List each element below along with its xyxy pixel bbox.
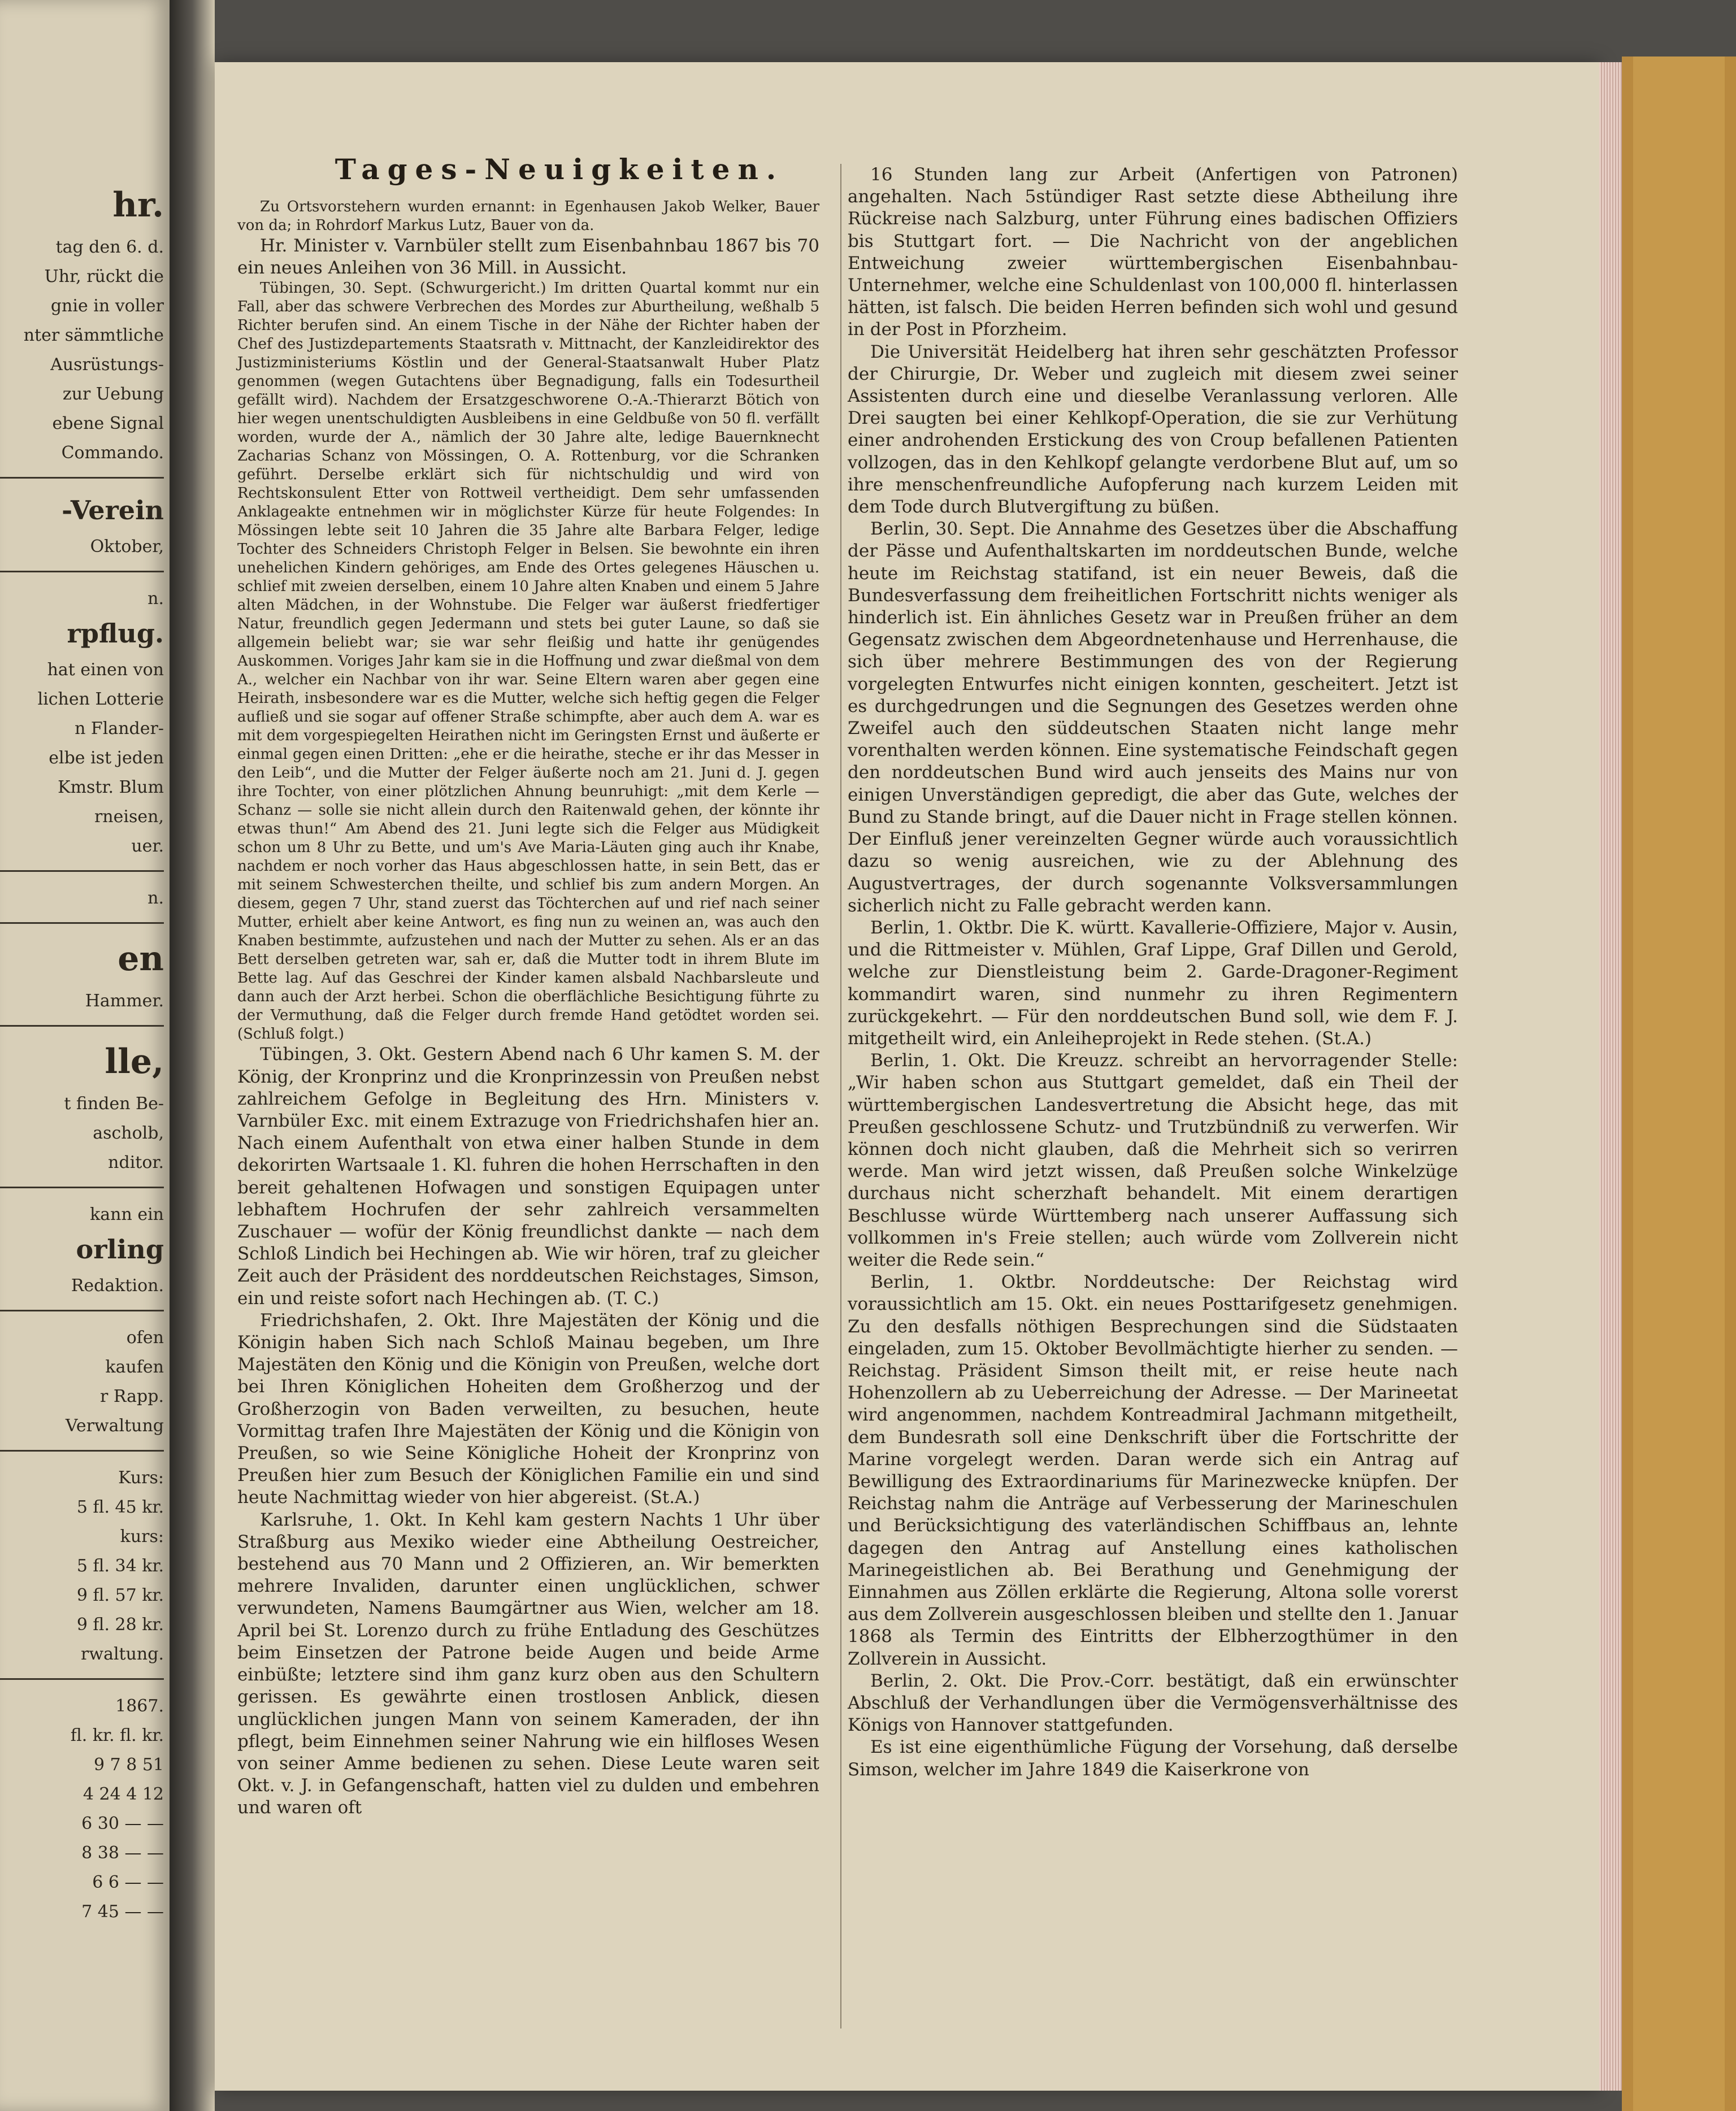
section-headline: Tages-Neuigkeiten.	[335, 153, 784, 186]
left-page-text: fl. kr. fl. kr.	[70, 1726, 164, 1745]
column-rule	[0, 477, 164, 479]
left-page-text: n.	[147, 888, 164, 908]
left-page-text: zur Uebung	[62, 384, 164, 404]
left-page-text: ofen	[126, 1328, 164, 1348]
left-page-text: kaufen	[105, 1357, 164, 1377]
left-page-text: 6 30 — —	[81, 1814, 164, 1834]
left-page-text: n.	[147, 589, 164, 609]
left-page-text: rneisen,	[94, 807, 164, 827]
left-page-text: kurs:	[120, 1527, 164, 1547]
left-page-text: Ausrüstungs-	[50, 355, 164, 375]
column-rule	[0, 1025, 164, 1027]
article-paragraph: 16 Stunden lang zur Arbeit (Anfertigen von Patronen) angehalten. Nach 5stündiger Rast setzte diese Abtheilung ihre Rückreise nach Salzburg, unter Führung eines badischen Offiziers bis Stuttgart fort. — Die Nachricht von der angeblichen Entweichung zweier württembergischen Eisenbahnbau-Unternehmer, welche eine Schuldenlast von 100,000 fl. hinterlassen hätten, ist falsch. Die beiden Herren befinden sich wohl und gesund in der Post in Pforzheim.	[848, 164, 1458, 340]
left-column	[237, 198, 819, 1819]
left-page-text: Uhr, rückt die	[44, 267, 164, 286]
left-page-text: n Flander-	[75, 719, 164, 739]
left-page-text: Hammer.	[85, 991, 164, 1011]
left-page-text: 9 fl. 57 kr.	[76, 1586, 164, 1605]
left-page-text: r Rapp.	[100, 1387, 164, 1406]
left-page-fragment	[0, 0, 170, 2111]
article-paragraph: Berlin, 30. Sept. Die Annahme des Gesetzes über die Abschaffung der Pässe und Aufenthaltskarten im norddeutschen Bunde, welche heute im Reichstag statifand, ist ein neuer Beweis, daß die Bundesverfassung dem freiheitlichen Fortschritt nichts weniger als hinderlich ist. Ein ähnliches Gesetz war in Preußen früher an dem Gegensatz zwischen dem Abgeordnetenhause und Herrenhause, die sich über mehrere Bestimmungen des von der Regierung vorgelegten Entwurfes nicht einigen konnten, gescheitert. Jetzt ist es durchgedrungen und die Segnungen des Gesetzes werden ohne Zweifel auch den süddeutschen Staaten nicht lange mehr vorenthalten werden können. Eine systematische Feindschaft gegen den norddeutschen Bund wird auch jenseits des Mains nur von einigen Unverständigen gepredigt, die aber das Gute, welches der Bund zu Stande bringt, auf die Dauer nicht in Frage stellen können. Der Einfluß jener vereinzelten Gegner würde auch voraussichtlich dazu so wenig ausreichen, wie zu der Ablehnung des Augustvertrages, der durch sogenannte Volksversammlungen sicherlich nicht zu Falle gebracht werden kann.	[848, 519, 1458, 916]
column-rule	[0, 1187, 164, 1188]
left-page-text: lle,	[105, 1043, 164, 1080]
left-page-text: 8 38 — —	[81, 1843, 164, 1863]
left-page-text: rwaltung.	[81, 1644, 164, 1664]
left-page-text: Kurs:	[118, 1468, 164, 1488]
left-page-text: hat einen von	[47, 660, 164, 680]
page-edges	[1599, 62, 1622, 2091]
left-page-text: -Verein	[62, 495, 164, 525]
column-rule	[0, 1310, 164, 1311]
article-paragraph: Friedrichshafen, 2. Okt. Ihre Majestäten der König und die Königin haben Sich nach Schloß Mainau begeben, um Ihre Majestäten den König und die Königin von Preußen, welche dort bei Ihren Königlichen Hoheiten dem Großherzog und der Großherzogin von Baden verweilten, zu besuchen, heute Vormittag trafen Ihre Majestäten der König und die Königin von Preußen, so wie Seine Königliche Hoheit der Kronprinz von Preußen hier zum Besuch der Königlichen Familie ein und sind heute Nachmittag wieder von hier abgereist. (St.A.)	[237, 1310, 819, 1508]
left-page-text: 1867.	[115, 1696, 164, 1716]
column-rule	[0, 1450, 164, 1452]
article-paragraph: Es ist eine eigenthümliche Fügung der Vorsehung, daß derselbe Simson, welcher im Jahre 1849 die Kaiserkrone von	[848, 1737, 1458, 1780]
left-page-text: t finden Be-	[64, 1094, 164, 1114]
article-paragraph: Hr. Minister v. Varnbüler stellt zum Eisenbahnbau 1867 bis 70 ein neues Anleihen von 36 Mill. in Aussicht.	[237, 236, 819, 279]
article-paragraph: Berlin, 1. Oktbr. Norddeutsche: Der Reichstag wird voraussichtlich am 15. Okt. ein neues Posttarifgesetz genehmigen. Zu den desfalls nöthigen Besprechungen sind die Südstaaten eingeladen, zum 15. Oktober Bevollmächtigte hierher zu senden. — Reichstag. Präsident Simson theilt mit, er reise heute nach Hohenzollern ab zu Ueberreichung der Adresse. — Der Marineetat wird angenommen, nachdem Kontreadmiral Jachmann mitgetheilt, dem Bundesrath soll eine Denkschrift über die Fortschritte der Marine vorgelegt werden. Daran werde sich ein Antrag auf Bewilligung des Extraordinariums für Marinezwecke knüpfen. Der Reichstag nahm die Anträge auf Verbesserung der Marineschulen und Berücksichtigung des vaterländischen Schiffbaus an, lehnte dagegen den Antrag auf Anstellung eines katholischen Marinegeistlichen ab. Bei Berathung und Genehmigung der Einnahmen aus Zöllen erklärte die Regierung, Altona solle vorerst aus dem Zollverein ausgeschlossen bleiben und stellte den 1. Januar 1868 als Termin des Eintritts der Elbherzogthümer in den Zollverein in Aussicht.	[848, 1272, 1458, 1669]
left-page-text: Kmstr. Blum	[58, 777, 164, 797]
column-rule	[0, 922, 164, 924]
left-page-text: Verwaltung	[65, 1416, 164, 1436]
left-page-text: 9 fl. 28 kr.	[76, 1615, 164, 1635]
left-page-text: nter sämmtliche	[23, 325, 164, 345]
column-rule	[0, 1678, 164, 1680]
left-page-text: uer.	[131, 836, 164, 856]
left-page-text: Commando.	[61, 443, 164, 463]
article-paragraph: Berlin, 2. Okt. Die Prov.-Corr. bestätigt, daß ein erwünschter Abschluß der Verhandlungen über die Vermögensverhältnisse des Königs von Hannover stattgefunden.	[848, 1670, 1458, 1736]
article-paragraph: Berlin, 1. Oktbr. Die K. württ. Kavallerie-Offiziere, Major v. Ausin, und die Rittmeister v. Mühlen, Graf Lippe, Graf Dillen und Gerold, welche zur Dienstleistung beim 2. Garde-Dragoner-Regiment kommandirt waren, sind nunmehr zu ihren Regimentern zurückgekehrt. — Für den norddeutschen Bund soll, wie dem F. J. mitgetheilt wird, ein Anleiheprojekt in Rede stehen. (St.A.)	[848, 917, 1458, 1049]
book-cover	[1622, 57, 1736, 2111]
article-paragraph: Berlin, 1. Okt. Die Kreuzz. schreibt an hervorragender Stelle: „Wir haben schon aus Stuttgart gemeldet, daß ein Theil der württembergischen Landesvertretung die Absicht hege, das mit Preußen geschlossene Schutz- und Trutzbündniß zu verwerfen. Wir können doch nicht glauben, daß die Mehrheit sich so verirren werde. Man wird jetzt wissen, daß Preußen solche Winkelzüge durchaus nicht scherzhaft behandelt. Mit einem derartigen Beschlusse würde Württemberg nach unserer Auffassung sich vollkommen in's Freie stellen; auch würde vom Zollverein nicht weiter die Rede sein.“	[848, 1050, 1458, 1270]
article-paragraph: Tübingen, 3. Okt. Gestern Abend nach 6 Uhr kamen S. M. der König, der Kronprinz und die Kronprinzessin von Preußen nebst zahlreichem Gefolge in Begleitung des Hrn. Ministers v. Varnbüler Exc. mit einem Extrazuge von Friedrichshafen hier an. Nach einem Aufenthalt von etwa einer halben Stunde in dem dekorirten Wartsaale 1. Kl. fuhren die hohen Herrschaften in den bereit gehaltenen Hofwagen und sonstigen Equipagen unter lebhaftem Hochrufen der sehr zahlreich versammelten Zuschauer — wofür der König freundlichst dankte — nach dem Schloß Lindich bei Hechingen ab. Wie wir hören, traf zu gleicher Zeit auch der Präsident des norddeutschen Reichstages, Simson, ein und reiste sofort nach Hechingen ab. (T. C.)	[237, 1044, 819, 1309]
left-page-text: nditor.	[108, 1153, 164, 1172]
left-page-text: elbe ist jeden	[49, 748, 164, 768]
left-page-text: tag den 6. d.	[55, 237, 164, 257]
left-page-text: Oktober,	[90, 537, 164, 557]
left-page-text: lichen Lotterie	[37, 689, 164, 709]
article-paragraph: Tübingen, 30. Sept. (Schwurgericht.) Im dritten Quartal kommt nur ein Fall, aber das schwere Verbrechen des Mordes zur Aburtheilung, weßhalb 5 Richter berufen sind. An einem Tische in der Nähe der Richter haben der Chef des Justizdepartements Staatsrath v. Mittnacht, der Kanzleidirektor des Justizministeriums Köstlin und der General-Staatsanwalt Huber Platz genommen (wegen Gutachtens über Begnadigung, falls ein Todesurtheil gefällt wird). Nachdem der Ersatzgeschworene O.-A.-Thierarzt Bötich von hier wegen unentschuldigten Ausbleibens in eine Geldbuße von 50 fl. verfällt worden, wurde der A., nämlich der 30 Jahre alte, ledige Bauernknecht Zacharias Schanz von Mössingen, O. A. Rottenburg, vor die Schranken geführt. Derselbe erklärt sich für nichtschuldig und wird von Rechtskonsulent Etter von Rottweil vertheidigt. Dem sehr umfassenden Anklageakte entnehmen wir in möglichster Kürze für heute Folgendes: In Mössingen lebte seit 10 Jahren die 35 Jahre alte Barbara Felger, ledige Tochter des Schneiders Christoph Felger in Belsen. Sie bewohnte ein ihren unehelichen Kindern gehöriges, am Ende des Ortes gelegenes Häuschen u. schlief mit zweien derselben, einem 10 Jahre alten Knaben und einem 5 Jahre alten Mädchen, in der Wohnstube. Die Felger war äußerst friedfertiger Natur, freundlich gegen Jedermann und stets bei guter Laune, so daß sie allgemein beliebt war; sie war sehr fleißig und hatte ihr genügendes Auskommen. Voriges Jahr kam sie in die Hoffnung und zwar dießmal von dem A., welcher ein Nachbar von ihr war. Seine Eltern waren aber gegen eine Heirath, insbesondere war es die Mutter, welche sich heftig gegen die Felger aufließ und sie sogar auf offener Straße schimpfte, aber auch dem A. war es mit dem vorgespiegelten Heirathen nicht im Geringsten Ernst und äußerte er einmal gegen einen Dritten: „ehe er die heirathe, steche er ihr das Messer in den Leib“, und die Mutter der Felger äußerte noch am 21. Juni d. J. gegen ihre Tochter, von einer plötzlichen Ahnung beunruhigt: „mit dem Kerle — Schanz — solle sie nicht allein durch den Raitenwald gehen, der könnte ihr etwas thun!“ Am Abend des 21. Juni legte sich die Felger aus Müdigkeit schon um 8 Uhr zu Bette, und um's Ave Maria-Läuten ging auch ihr Knabe, nachdem er noch vorher das Haus abgeschlossen hatte, in sein Bett, das er mit seinem Schwesterchen theilte, und schlief bis zum andern Morgen. An diesem, gegen 7 Uhr, stand zuerst das Töchterchen auf und rief nach seiner Mutter, erhielt aber keine Antwort, es fing nun zu weinen an, was auch den Knaben bestimmte, aufzustehen und nach der Mutter zu sehen. Als er an das Bett derselben getreten war, sah er, daß die Mutter todt in ihrem Blute im Bette lag. Auf das Geschrei der Kinder kamen alsbald Nachbarsleute und dann auch der Arzt herbei. Schon die oberflächliche Besichtigung führte zu der Vermuthung, daß die Felger durch fremde Hand getödtet worden sei. (Schluß folgt.)	[237, 280, 819, 1043]
article-paragraph: Zu Ortsvorstehern wurden ernannt: in Egenhausen Jakob Welker, Bauer von da; in Rohrdorf Markus Lutz, Bauer von da.	[237, 198, 819, 234]
left-page-text: en	[118, 940, 164, 978]
left-page-text: 7 45 — —	[81, 1902, 164, 1922]
left-page-text: gnie in voller	[50, 296, 164, 316]
right-column	[848, 164, 1458, 1781]
left-page-text: 5 fl. 45 kr.	[76, 1497, 164, 1517]
article-paragraph: Karlsruhe, 1. Okt. In Kehl kam gestern Nachts 1 Uhr über Straßburg aus Mexiko wieder eine Abtheilung Oestreicher, bestehend aus 70 Mann und 2 Offizieren, an. Wir bemerkten mehrere Invaliden, darunter einen unglücklichen, schwer verwundeten, Namens Baumgärtner aus Wien, welcher am 18. April bei St. Lorenzo durch zu frühe Entladung des Geschützes beim Einsetzen der Patrone beide Augen und beide Arme einbüßte; letztere sind ihm ganz kurz oben aus den Schultern gerissen. Es gewährte einen trostlosen Anblick, diesen unglücklichen jungen Mann von seinem Kameraden, der ihn pflegt, beim Einnehmen seiner Nahrung wie ein hilfloses Wesen von seiner Amme bedienen zu sehen. Diese Leute waren seit Okt. v. J. in Gefangenschaft, hatten viel zu dulden und embehren und waren oft	[237, 1509, 819, 1818]
book-gutter	[170, 0, 215, 2111]
left-page-text: orling	[76, 1234, 164, 1265]
left-page-text: kann ein	[90, 1205, 164, 1224]
left-page-text: 6 6 — —	[92, 1873, 164, 1892]
left-page-text: ebene Signal	[52, 414, 164, 433]
left-page-text: hr.	[112, 186, 164, 224]
left-page-text: 4 24 4 12	[83, 1784, 164, 1804]
left-page-text: 9 7 8 51	[93, 1755, 164, 1775]
left-page-text: Redaktion.	[71, 1276, 164, 1296]
article-paragraph: Die Universität Heidelberg hat ihren sehr geschätzten Professor der Chirurgie, Dr. Weber und zugleich mit diesem zwei seiner Assistenten durch eine und dieselbe Veranlassung verloren. Alle Drei saugten bei einer Kehlkopf-Operation, die sie zur Verhütung einer androhenden Erstickung des von Croup befallenen Patienten vollzogen, das in den Kehlkopf gelangte verdorbene Blut auf, um so ihre menschenfreundliche Aufopferung nach kurzem Leiden mit dem Tode durch Blutvergiftung zu büßen.	[848, 341, 1458, 518]
left-page-text: ascholb,	[93, 1123, 164, 1143]
left-page-text: rpflug.	[67, 618, 164, 649]
column-rule	[0, 571, 164, 572]
left-page-text: 5 fl. 34 kr.	[76, 1556, 164, 1576]
column-divider	[840, 164, 841, 2029]
column-rule	[0, 870, 164, 872]
